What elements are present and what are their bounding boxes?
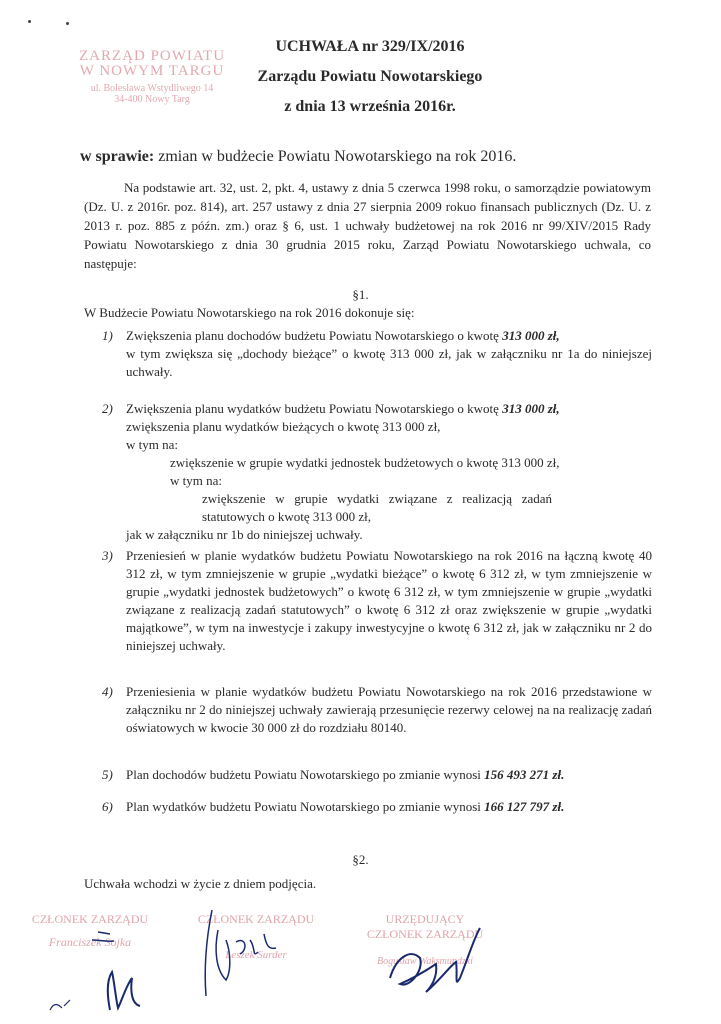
subject-label: w sprawie: [80,148,155,165]
item-text: w tym na: [170,473,222,488]
list-item [102,327,652,381]
subject-line [80,148,516,166]
section-1-lead: W Budżecie Powiatu Nowotarskiego na rok 2016 dokonuje się: [84,305,415,320]
item-amount: 313 000 zł, [502,401,560,416]
list-item [102,400,652,544]
signer-name: Leszek Surder [225,949,287,961]
subject-text: zmian w budżecie Powiatu Nowotarskiego na rok 2016. [154,148,517,165]
stamp-line-4: 34-400 Nowy Targ [114,94,190,105]
item-text: Zwiększenia planu dochodów budżetu Powiatu Nowotarskiego o kwotę [126,328,503,343]
resolution-title: UCHWAŁA nr 329/IX/2016 [275,38,465,55]
scan-dot [66,22,69,25]
item-text: w tym zwiększa się „dochody bieżące” o kwotę 313 000 zł, jak w załączniku nr 1a do niniejszej uchwały. [126,346,652,379]
item-number: 6) [102,799,113,814]
item-number: 3) [102,548,113,563]
item-number: 4) [102,684,113,699]
item-number: 2) [102,401,113,416]
item-text: Plan wydatków budżetu Powiatu Nowotarskiego po zmianie wynosi [126,799,485,814]
signer-name: Bogusław Waksmundzki [376,956,474,967]
handwritten-signature [380,918,490,1008]
resolution-issuer: Zarządu Powiatu Nowotarskiego [257,68,483,85]
stamp-line-1: ZARZĄD POWIATU [78,48,226,64]
item-amount: 156 493 271 zł. [484,767,565,782]
signer-role: CZŁONEK ZARZĄDU [197,912,315,926]
item-number: 1) [102,328,113,343]
list-item [102,798,652,816]
item-amount: 313 000 zł, [502,328,560,343]
item-text: jak w załączniku nr 1b do niniejszej uchwały. [126,527,363,542]
item-text: zwiększenia planu wydatków bieżących o kwotę 313 000 zł, [126,419,441,434]
signer-role: CZŁONEK ZARZĄDU [366,927,484,941]
handwritten-signature [40,920,180,1020]
item-text: Plan dochodów budżetu Powiatu Nowotarskiego po zmianie wynosi [126,767,485,782]
stamp-line-3: ul. Bolesława Wstydliwego 14 [90,83,214,94]
scan-dot [28,20,31,23]
item-text: Zwiększenia planu wydatków budżetu Powiatu Nowotarskiego o kwotę [126,401,503,416]
resolution-header [250,38,490,116]
signer-role: CZŁONEK ZARZĄDU [31,912,149,926]
list-item [102,683,652,737]
item-text: w tym na: [126,437,178,452]
item-text: Przeniesień w planie wydatków budżetu Powiatu Nowotarskiego na rok 2016 na łączną kwotę 40 312 zł, w tym zmniejszenie w grupie „wydatki bieżące” o kwotę 6 312 zł, w tym zmniejszenie w grupie „wydatki jednostek budżetowych” o kwotę 6 312 zł, w tym zmniejszenie w grupie „wydatki związane z realizacją zadań statutowych” o kwotę 6 312 zł oraz zwiększenie w grupie „wydatki majątkowe”, w tym na inwestycje i zakupy inwestycyjne o kwotę 6 312 zł, jak w załączniku nr 2 do niniejszej uchwały. [126,548,652,653]
item-number: 5) [102,767,113,782]
effective-clause: Uchwała wchodzi w życie z dniem podjęcia. [84,876,317,891]
item-amount: 166 127 797 zł. [484,799,565,814]
item-text: zwiększenie w grupie wydatki jednostek budżetowych o kwotę 313 000 zł, [170,455,560,470]
resolution-date: z dnia 13 września 2016r. [284,98,456,115]
stamp-line-2: W NOWYM TARGU [79,63,225,79]
signer-role: URZĘDUJĄCY [385,912,465,926]
office-stamp [62,48,242,105]
section-1-heading: §1. [352,287,369,302]
handwritten-signature [186,900,296,1000]
signer-name: Franciszek Sojka [48,935,132,949]
legal-basis-paragraph: Na podstawie art. 32, ust. 2, pkt. 4, ustawy z dnia 5 czerwca 1998 roku, o samorządzie powiatowym (Dz. U. z 2016r. poz. 814), art. 257 ustawy z dnia 27 sierpnia 2009 rokuo finansach publicznych (Dz. U. z 2013 r. poz. 885 z późn. zm.) oraz § 6, ust. 1 uchwały budżetowej na rok 2016 nr 99/XIV/2015 Rady Powiatu Nowotarskiego z dnia 30 grudnia 2015 roku, Zarząd Powiatu Nowotarskiego uchwala, co następuje: [84,180,651,271]
section-2-heading: §2. [352,852,369,867]
list-item [102,547,652,655]
list-item [102,766,652,784]
item-text: zwiększenie w grupie wydatki związane z realizacją zadań statutowych o kwotę 313 000 zł, [202,491,552,524]
item-text: Przeniesienia w planie wydatków budżetu Powiatu Nowotarskiego na rok 2016 przedstawione w załączniku nr 2 do niniejszej uchwały zawierają przesunięcie rezerwy celowej na na realizację zadań oświatowych w kwocie 30 000 zł do rozdziału 80140. [126,684,652,735]
